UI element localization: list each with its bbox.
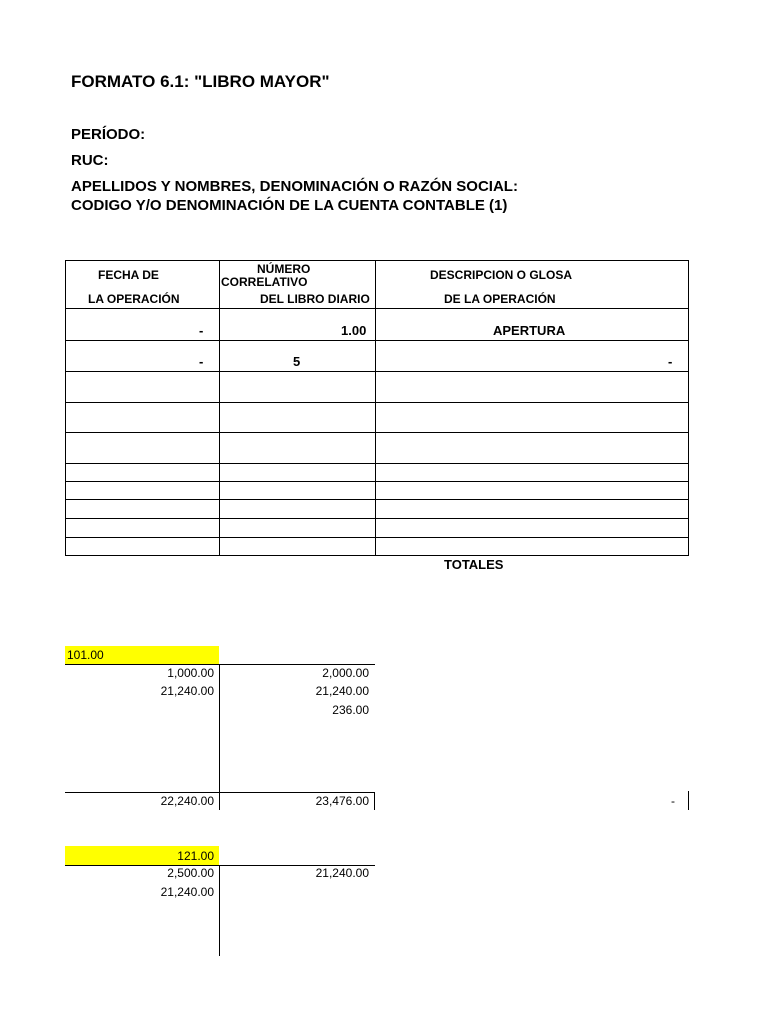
account-code: 121.00: [177, 849, 214, 863]
row2-descripcion: -: [668, 354, 673, 369]
total-debit: 22,240.00: [160, 794, 214, 808]
razon-social-label: APELLIDOS Y NOMBRES, DENOMINACIÓN O RAZÓN SOCIAL:: [71, 178, 518, 195]
debit-entry: 21,240.00: [160, 684, 214, 698]
header-fecha-line1: FECHA DE: [98, 268, 159, 282]
periodo-label: PERÍODO:: [71, 126, 146, 143]
row1-fecha: -: [199, 323, 204, 338]
credit-entry: 2,000.00: [322, 666, 369, 680]
balance: -: [671, 794, 675, 808]
debit-entry: 2,500.00: [167, 866, 214, 880]
account-code: 101.00: [67, 648, 104, 662]
header-numero-line1: NÚMERO: [257, 262, 311, 276]
debit-entry: 21,240.00: [160, 885, 214, 899]
credit-entry: 21,240.00: [315, 866, 369, 880]
credit-entry: 236.00: [332, 703, 369, 717]
debit-entry: 1,000.00: [167, 666, 214, 680]
total-credit: 23,476.00: [315, 794, 369, 808]
header-numero-line2: CORRELATIVO: [221, 275, 308, 289]
header-descripcion-line2: DE LA OPERACIÓN: [444, 292, 556, 306]
credit-entry: 21,240.00: [315, 684, 369, 698]
header-descripcion-line1: DESCRIPCION O GLOSA: [430, 268, 573, 282]
totales-label: TOTALES: [444, 557, 504, 572]
row1-descripcion: APERTURA: [493, 323, 566, 338]
page-title: FORMATO 6.1: "LIBRO MAYOR": [71, 72, 330, 91]
header-fecha-line2: LA OPERACIÓN: [88, 292, 180, 306]
row2-fecha: -: [199, 354, 204, 369]
row2-numero: 5: [293, 354, 301, 369]
cuenta-contable-label: CODIGO Y/O DENOMINACIÓN DE LA CUENTA CONTABLE (1): [71, 197, 508, 214]
row1-numero: 1.00: [341, 323, 367, 338]
header-numero-line3: DEL LIBRO DIARIO: [260, 292, 370, 306]
ruc-label: RUC:: [71, 152, 109, 169]
